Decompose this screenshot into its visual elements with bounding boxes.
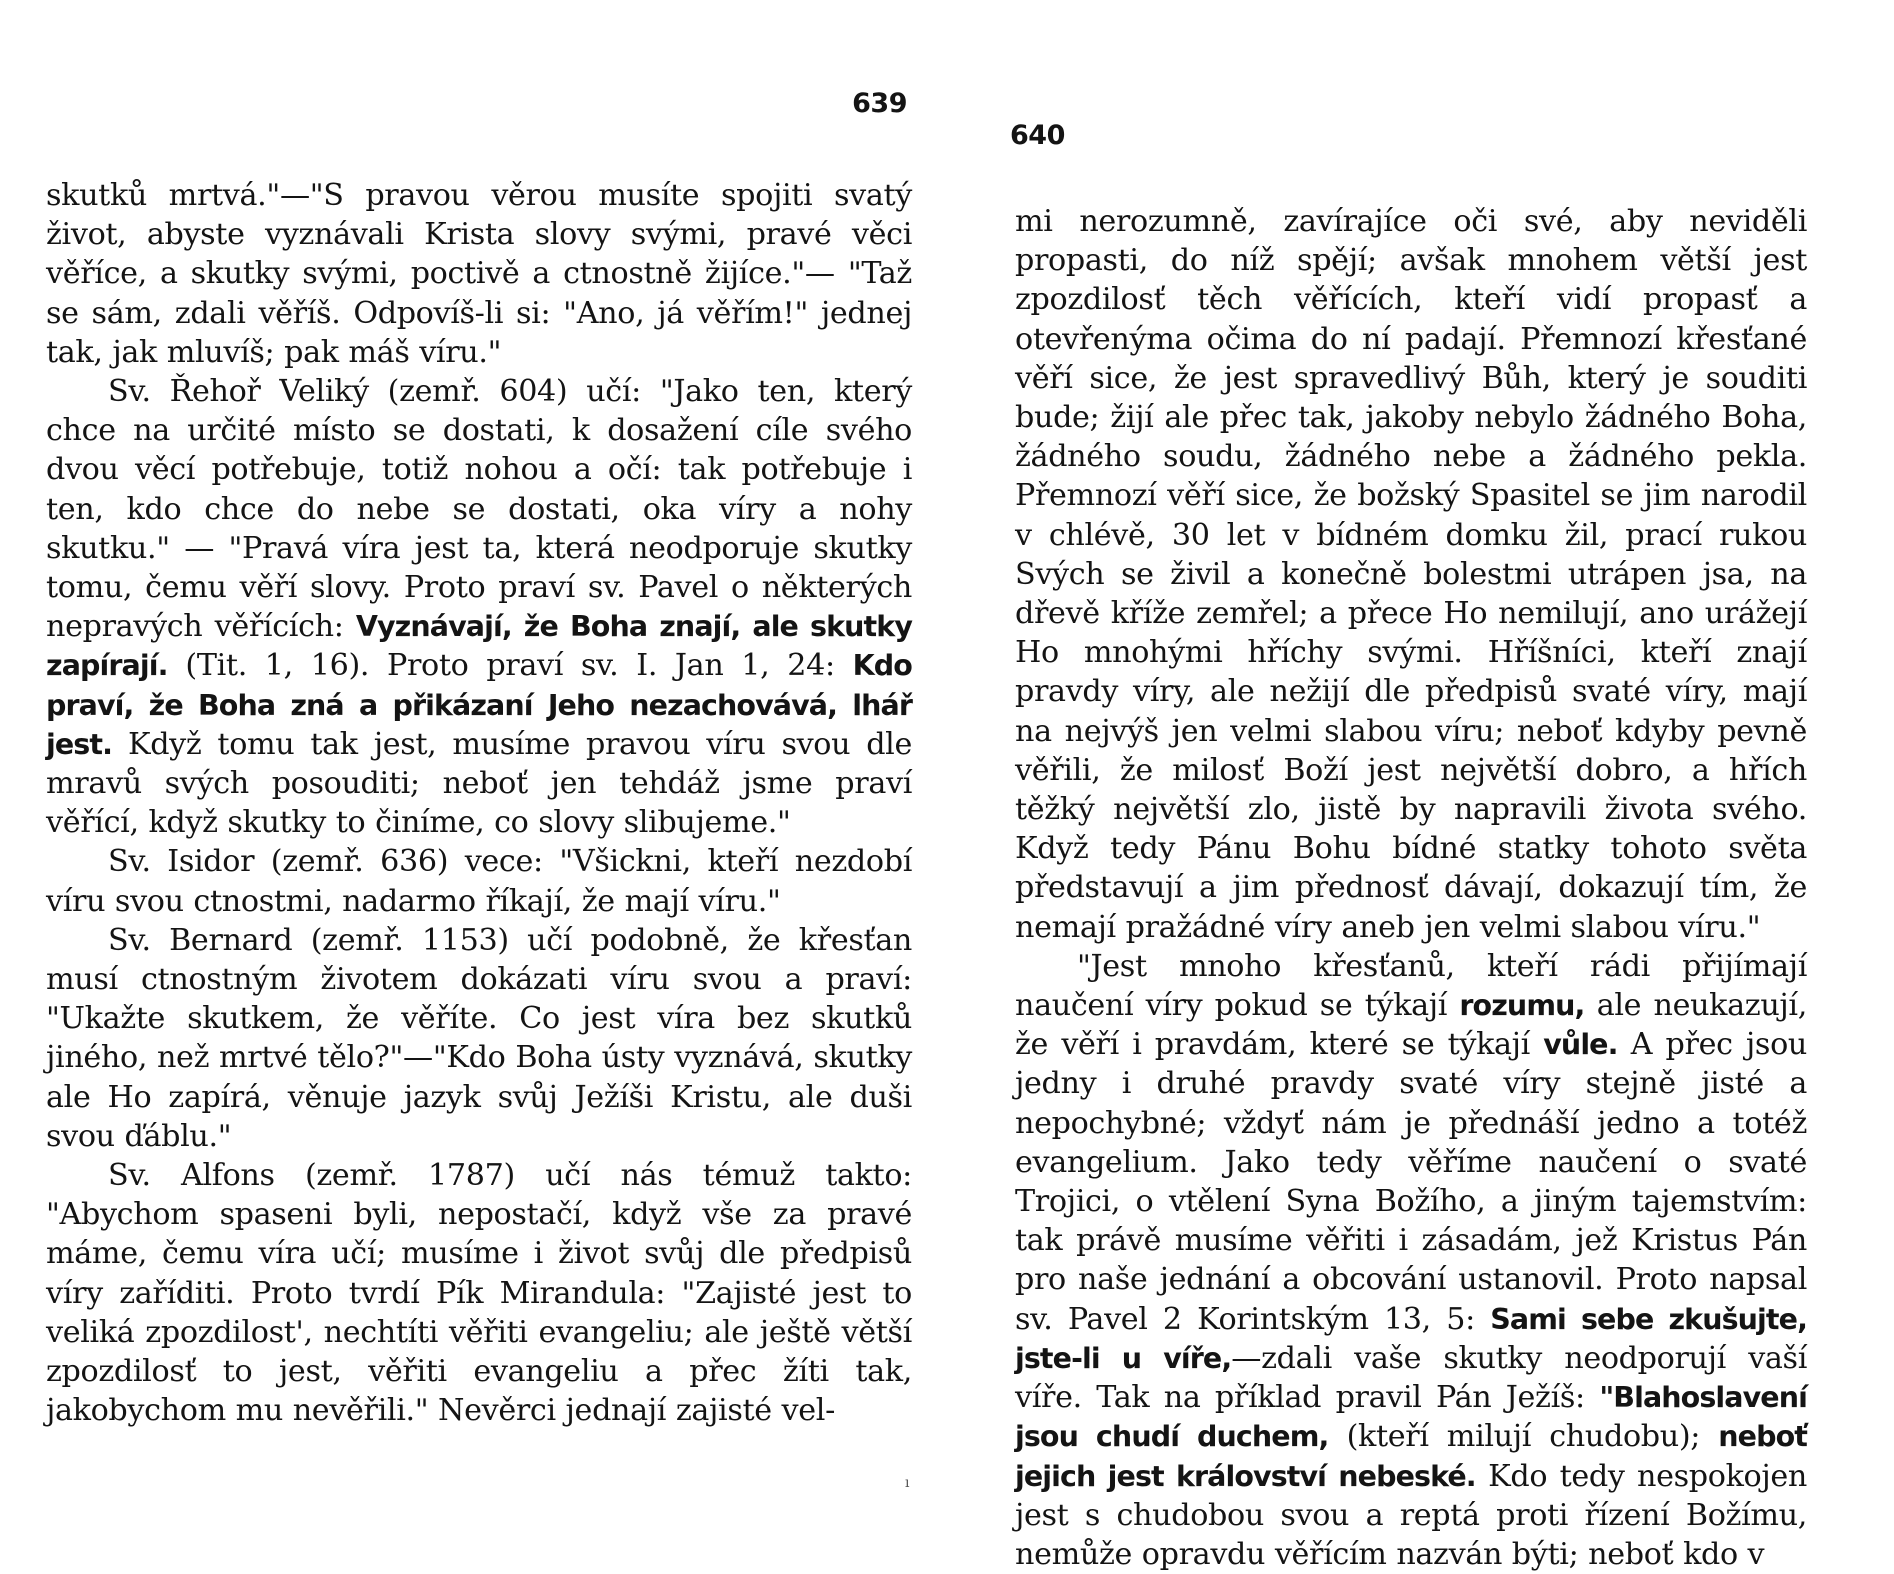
text-run: (Tit. 1, 16). Proto praví sv. I. Jan 1, 24: [167, 648, 853, 684]
paragraph [46, 1156, 912, 1430]
bold-quote: rozumu, [1459, 989, 1585, 1023]
bold-quote: Sami sebe zkušujte, jste-li u víře, [1015, 1302, 1808, 1375]
text-run: —zdali vaše skutky neodporují vaší víře. Tak na příklad pravil Pán Ježíš: [1015, 1340, 1807, 1416]
bold-quote: vůle. [1543, 1028, 1618, 1062]
left-page [0, 0, 947, 1500]
bold-quote: Vyznávají, že Boha znají, ale skutky zapírají. [46, 610, 912, 683]
text-run: ale neukazují, že věří i pravdám, které se týkají [1015, 988, 1807, 1063]
text-run: Když tomu tak jest, musíme pravou víru svou dle mravů svých posouditi; neboť jen tehdáž jsme praví věřící, když skutky to činíme, co slovy slibujeme." [46, 726, 912, 841]
paragraph [1015, 202, 1807, 947]
text-run: (kteří milují chudobu); [1328, 1419, 1719, 1455]
text-run: Sv. Alfons (zemř. 1787) učí nás témuž takto: "Abychom spaseni byli, nepostačí, když vše za pravé máme, čemu víra učí; musíme i život svůj dle předpisů víry zaříditi. Proto tvrdí Pík Mirandula: "Zajisté jest to veliká zpozdilost', nechtíti věřiti evangeliu; ale ještě větší zpozdilosť to jest, věřiti evangeliu a přec žíti tak, jakobychom mu nevěřili." Nevěrci jednají zajisté vel- [46, 1158, 912, 1429]
page-number: 639 [852, 88, 907, 119]
text-run: Sv. Bernard (zemř. 1153) učí podobně, že křesťan musí ctnostným životem dokázati víru svou a praví: "Ukažte skutkem, že věříte. Co jest víra bez skutků jiného, než mrtvé tělo?"—"Kdo Boha ústy vyznává, skutky ale Ho zapírá, věnuje jazyk svůj Ježíši Kristu, ale duši svou ďáblu." [46, 922, 912, 1154]
paragraph [46, 842, 912, 920]
paragraph [46, 372, 912, 842]
text-run: Sv. Isidor (zemř. 636) vece: "Všickni, kteří nezdobí víru svou ctnostmi, nadarmo říkají, že mají víru." [46, 844, 912, 919]
gutter-mark: ı [905, 1475, 910, 1491]
right-page [947, 0, 1894, 1572]
text-run: Sv. Řehoř Veliký (zemř. 604) učí: "Jako ten, který chce na určité místo se dostati, k dosažení cíle svého dvou věcí potřebuje, totiž nohou a očí: tak potřebuje i ten, kdo chce do nebe se dostati, oka víry a nohy skutku." — "Pravá víra jest ta, která neodporuje skutky tomu, čemu věří slovy. Proto praví sv. Pavel o některých nepravých věřících: [46, 374, 912, 645]
text-run: "Jest mnoho křesťanů, kteří rádi přijímají naučení víry pokud se týkají [1015, 948, 1807, 1024]
paragraph [1015, 947, 1807, 1574]
paragraph [46, 921, 912, 1156]
bold-quote: "Blahoslavení jsou chudí duchem, [1015, 1381, 1807, 1454]
text-run: mi nerozumně, zavírajíce oči své, aby neviděli propasti, do níž spějí; avšak mnohem větší jest zpozdilosť těch věřících, kteří vidí propasť a otevřenýma očima do ní padají. Přemnozí křesťané věří sice, že jest spravedlivý Bůh, který je souditi bude; žijí ale přec tak, jakoby nebylo žádného Boha, žádného soudu, žádného nebe a žádného pekla. Přemnozí věří sice, že božský Spasitel se jim narodil v chlévě, 30 let v bídném domku žil, prací rukou Svých se živil a konečně bolestmi utrápen jsa, na dřevě kříže zemřel; a přece Ho nemilují, ano urážejí Ho mnohými hříchy svými. Hříšníci, kteří znají pravdy víry, ale nežijí dle předpisů svaté víry, mají na nejvýš jen velmi slabou víru; neboť kdyby pevně věřili, že milosť Boží jest největší dobro, a hřích těžký největší zlo, jistě by napravili života svého. Když tedy Pánu Bohu bídné statky tohoto světa představují a jim přednosť dávají, dokazují tím, že nemají pražádné víry aneb jen velmi slabou víru." [1015, 204, 1807, 945]
body-text [46, 176, 912, 1431]
bold-quote: Kdo praví, že Boha zná a přikázaní Jeho nezachovává, lhář jest. [46, 649, 912, 761]
bold-quote: neboť jejich jest království nebeské. [1015, 1420, 1807, 1493]
text-run: A přec jsou jedny i druhé pravdy svaté víry stejně jisté a nepochybné; vždyť nám je přednáší jedno a totéž evangelium. Jako tedy věříme naučení o svaté Trojici, o vtělení Syna Božího, a jiným tajemstvím: tak právě musíme věřiti i zásadám, jež Kristus Pán pro naše jednání a obcování ustanovil. Proto napsal sv. Pavel 2 Korintským 13, 5: [1015, 1027, 1807, 1337]
paragraph [46, 176, 912, 372]
text-run: skutků mrtvá."—"S pravou věrou musíte spojiti svatý život, abyste vyznávali Krista slovy svými, pravé věci věříce, a skutky svými, poctivě a ctnostně žijíce."— "Taž se sám, zdali věříš. Odpovíš-li si: "Ano, já věřím!" jednej tak, jak mluvíš; pak máš víru." [46, 178, 912, 370]
body-text [1015, 202, 1807, 1574]
page-number: 640 [1010, 120, 1065, 151]
text-run: Kdo tedy nespokojen jest s chudobou svou a reptá proti řízení Božímu, nemůže opravdu věřícím nazván býti; neboť kdo v [1015, 1458, 1807, 1572]
